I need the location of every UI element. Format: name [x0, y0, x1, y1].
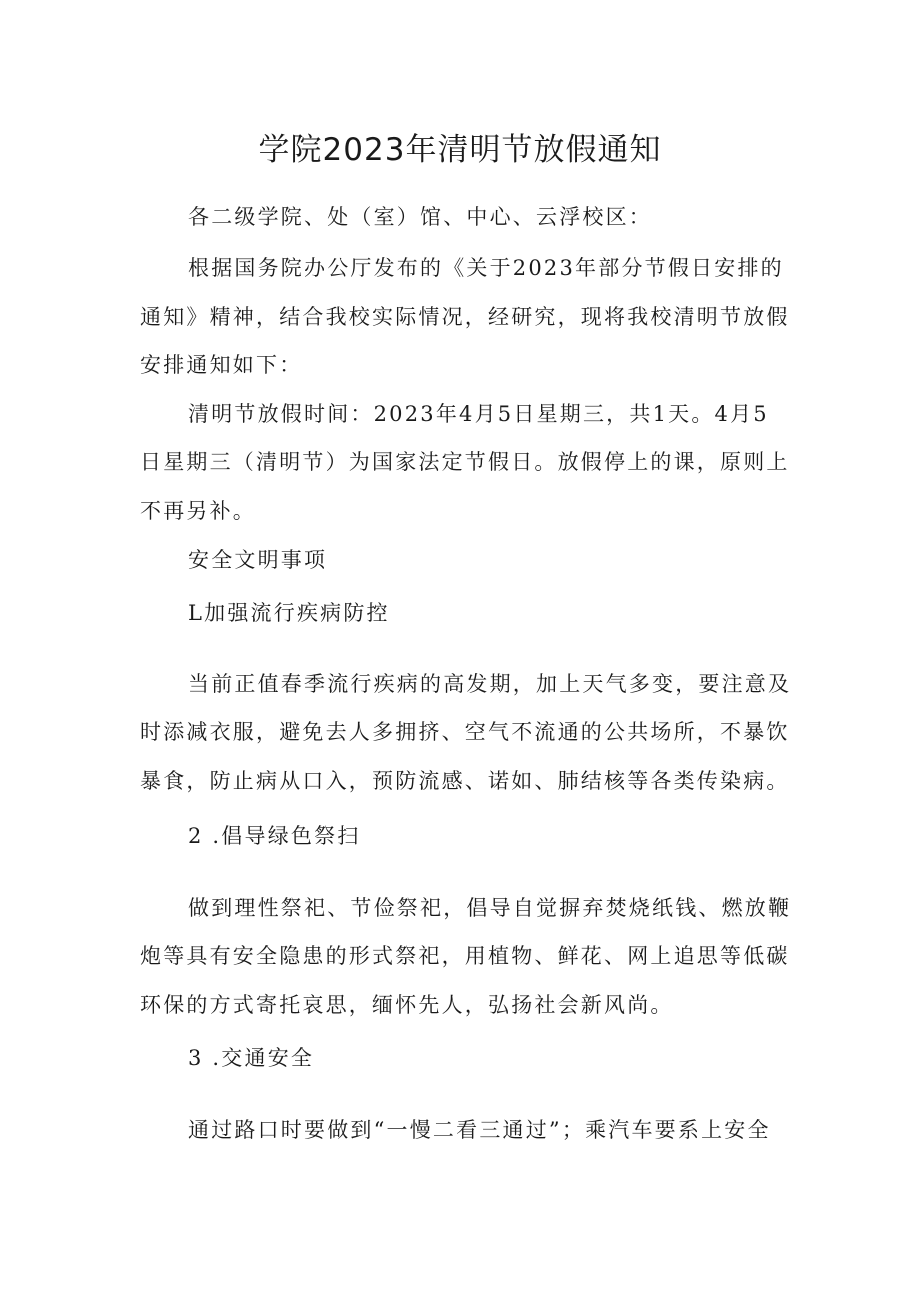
document-title: 学院2023年清明节放假通知: [258, 132, 662, 168]
paragraph-traffic-line-1: 通过路口时要做到“一慢二看三通过”；乘汽车要系上安全: [188, 1118, 771, 1142]
section-heading-safety: 安全文明事项: [188, 548, 328, 572]
paragraph-holiday-line-3: 不再另补。: [140, 499, 256, 523]
paragraph-holiday-line-2: 日星期三（清明节）为国家法定节假日。放假停上的课，原则上: [140, 450, 790, 474]
paragraph-disease-line-2: 时添减衣服，避免去人多拥挤、空气不流通的公共场所，不暴饮: [140, 720, 790, 744]
paragraph-holiday-line-1: 清明节放假时间：2023年4月5日星期三，共1天。4月5: [188, 402, 769, 426]
paragraph-intro-line-3: 安排通知如下：: [140, 353, 303, 377]
paragraph-disease-line-3: 暴食，防止病从口入，预防流感、诺如、肺结核等各类传染病。: [140, 769, 790, 793]
paragraph-disease-line-1: 当前正值春季流行疾病的高发期，加上天气多变，要注意及: [188, 672, 792, 696]
salutation: 各二级学院、处（室）馆、中心、云浮校区：: [188, 205, 652, 229]
item-heading-1: L加强流行疾病防控: [188, 601, 390, 625]
paragraph-tomb-line-3: 环保的方式寄托哀思，缅怀先人，弘扬社会新风尚。: [140, 993, 674, 1017]
item-heading-2: 2 .倡导绿色祭扫: [188, 824, 361, 848]
paragraph-intro-line-2: 通知》精神，结合我校实际情况，经研究，现将我校清明节放假: [140, 305, 790, 329]
paragraph-intro-line-1: 根据国务院办公厅发布的《关于2023年部分节假日安排的: [188, 256, 784, 280]
paragraph-tomb-line-1: 做到理性祭祀、节俭祭祀，倡导自觉摒弃焚烧纸钱、燃放鞭: [188, 896, 792, 920]
paragraph-tomb-line-2: 炮等具有安全隐患的形式祭祀，用植物、鲜花、网上追思等低碳: [140, 944, 790, 968]
item-heading-3: 3 .交通安全: [188, 1046, 315, 1070]
